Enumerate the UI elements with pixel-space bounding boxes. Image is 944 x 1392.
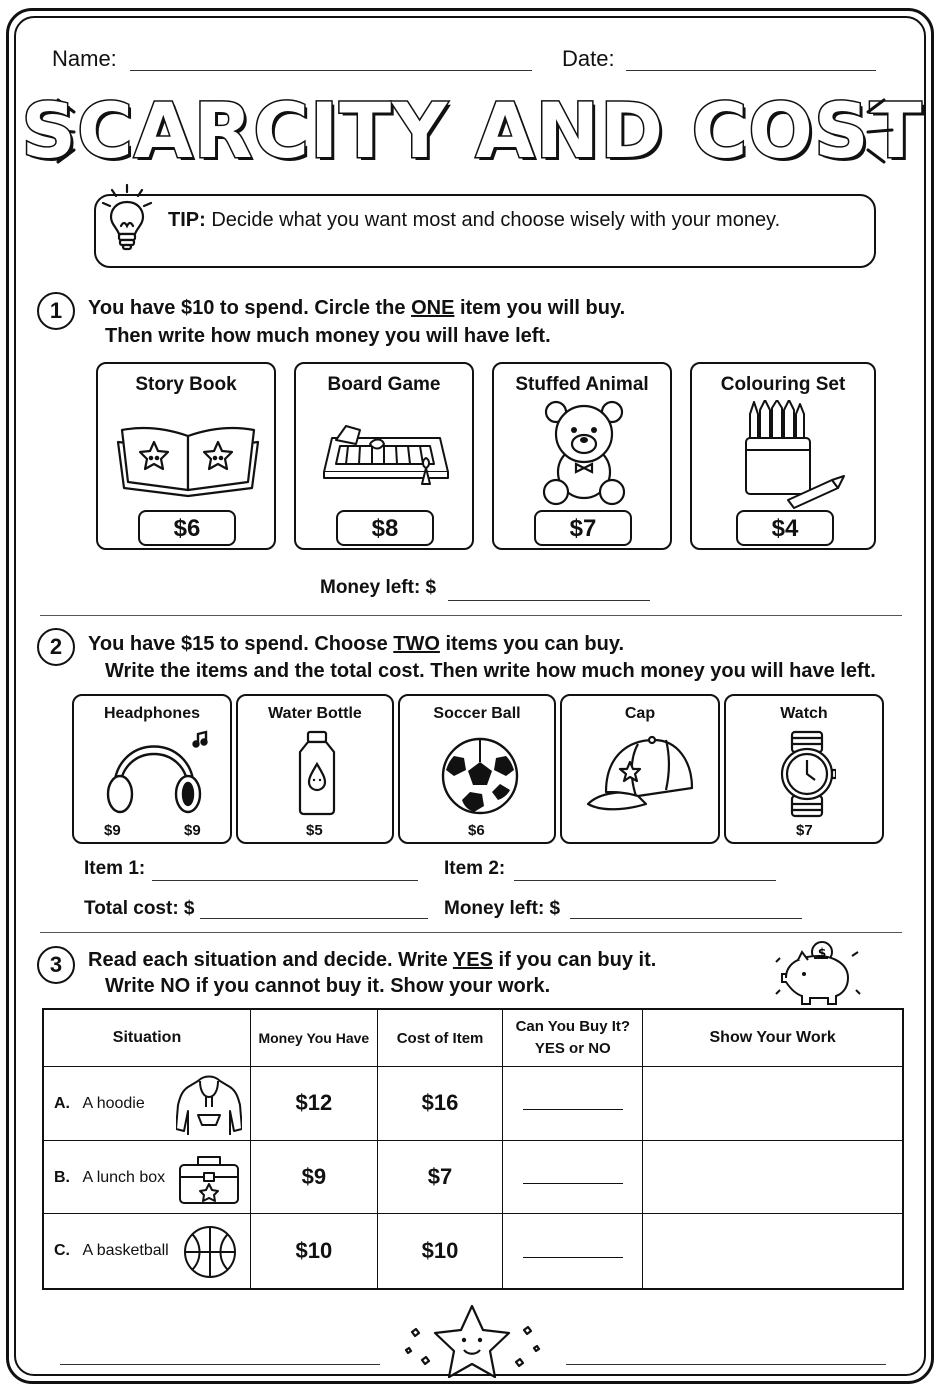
question-2-line-1: You have $15 to spend. Choose TWO items you can buy. [88,633,625,655]
answer-cell[interactable] [503,1067,643,1141]
question-1-line-2: Then write how much money you will have left. [105,325,551,347]
item-name: Headphones [103,705,200,722]
hoodie-icon [176,1075,242,1135]
soccer-ball-icon [440,736,520,816]
item-name: Water Bottle [268,705,362,722]
tip-label: TIP: [168,209,206,231]
cap-icon [586,734,698,818]
row-item: A hoodie [82,1095,145,1112]
q2-money-left-field[interactable] [570,918,802,919]
header-money: Money You Have [251,1009,378,1067]
price-label: $7 [796,822,813,839]
row-letter: B. [54,1168,70,1186]
question-2-line-2: Write the items and the total cost. Then write how much money you will have left. [105,660,876,682]
item-card-water-bottle[interactable] [236,694,394,844]
cost-cell: $7 [377,1140,503,1214]
money-cell: $10 [251,1214,378,1289]
board-game-icon [318,414,454,494]
price-label-alt: $9 [184,822,201,839]
money-cell: $12 [251,1067,378,1141]
divider [40,615,902,616]
item-card-colouring-set[interactable] [690,362,876,550]
tip-box [94,194,876,268]
price-tag: $4 [736,510,834,546]
q1-money-left-field[interactable] [448,600,650,601]
item-name: Board Game [327,374,441,395]
divider [40,932,902,933]
situation-table [42,1008,904,1290]
header-can-buy-line-2: YES or NO [534,1040,611,1057]
answer-cell[interactable] [503,1214,643,1289]
name-label: Name: [52,46,117,71]
item-name: Story Book [135,374,237,395]
footer-line-right [566,1364,886,1365]
item-card-soccer-ball[interactable] [398,694,556,844]
header-can-buy [503,1009,643,1067]
price-label: $6 [468,822,485,839]
price-tag: $8 [336,510,434,546]
total-cost-field[interactable] [200,918,428,919]
q1-money-left-label: Money left: $ [320,577,437,598]
item-2-field[interactable] [514,880,776,881]
lightbulb-icon [96,180,158,256]
situation-cell [43,1140,251,1214]
name-field[interactable] [130,70,532,71]
work-cell[interactable] [643,1140,903,1214]
item-name: Colouring Set [720,374,846,395]
answer-blank[interactable] [523,1165,623,1184]
answer-cell[interactable] [503,1140,643,1214]
question-3-line-2: Write NO if you cannot buy it. Show your work. [105,975,551,997]
date-label: Date: [562,46,615,71]
item-name: Stuffed Animal [515,374,649,395]
book-icon [114,414,262,500]
answer-blank[interactable] [523,1239,623,1258]
question-1-number: 1 [37,292,75,330]
item-2-label: Item 2: [444,858,506,879]
table-row [43,1214,903,1289]
price-tag: $6 [138,510,236,546]
row-letter: A. [54,1095,70,1112]
page-title: SCARCITY AND COST [21,86,923,175]
row-letter: C. [54,1242,70,1260]
item-1-field[interactable] [152,880,418,881]
item-card-stuffed-animal[interactable] [492,362,672,550]
price-label: $9 [104,822,121,839]
basketball-icon [182,1224,238,1280]
item-name: Soccer Ball [433,705,521,722]
date-field[interactable] [626,70,876,71]
question-1-line-1: You have $10 to spend. Circle the ONE item you will buy. [88,297,626,319]
item-card-watch[interactable] [724,694,884,844]
question-3-number: 3 [37,946,75,984]
price-label: $5 [306,822,323,839]
work-cell[interactable] [643,1067,903,1141]
row-item: A lunch box [82,1168,166,1186]
question-2-number: 2 [37,628,75,666]
lunch-box-icon [176,1153,242,1207]
item-name: Cap [624,705,656,722]
answer-blank[interactable] [523,1091,623,1110]
water-bottle-icon [294,730,340,816]
table-header-row [43,1009,903,1067]
piggy-bank-icon [772,938,864,1008]
header-can-buy-line-1: Can You Buy It? [515,1018,631,1035]
right-sparkle-icon [858,92,898,172]
item-name: Watch [780,705,828,722]
cost-cell: $16 [377,1067,503,1141]
headphones-icon [100,728,212,818]
cost-cell: $10 [377,1214,503,1289]
teddy-bear-icon [540,400,628,508]
price-tag: $7 [534,510,632,546]
money-cell: $9 [251,1140,378,1214]
total-cost-label: Total cost: $ [84,898,195,919]
table-row [43,1067,903,1141]
header-show-work: Show Your Work [643,1009,903,1067]
crayons-icon [742,400,852,510]
table-row [43,1140,903,1214]
item-card-cap[interactable] [560,694,720,844]
item-card-story-book[interactable] [96,362,276,550]
item-card-headphones[interactable] [72,694,232,844]
row-item: A basketball [82,1242,169,1260]
work-cell[interactable] [643,1214,903,1289]
situation-cell [43,1067,251,1141]
item-card-board-game[interactable] [294,362,474,550]
q2-money-left-label: Money left: $ [444,898,561,919]
watch-icon [778,730,836,818]
star-mascot-icon [398,1302,546,1388]
footer-line-left [60,1364,380,1365]
situation-cell [43,1214,251,1289]
question-3-line-1: Read each situation and decide. Write YES if you can buy it. [88,949,657,971]
svg-text:$: $ [817,946,827,960]
tip-text: Decide what you want most and choose wisely with your money. [211,209,781,231]
header-situation: Situation [43,1009,251,1067]
header-cost: Cost of Item [377,1009,503,1067]
item-1-label: Item 1: [84,858,146,879]
